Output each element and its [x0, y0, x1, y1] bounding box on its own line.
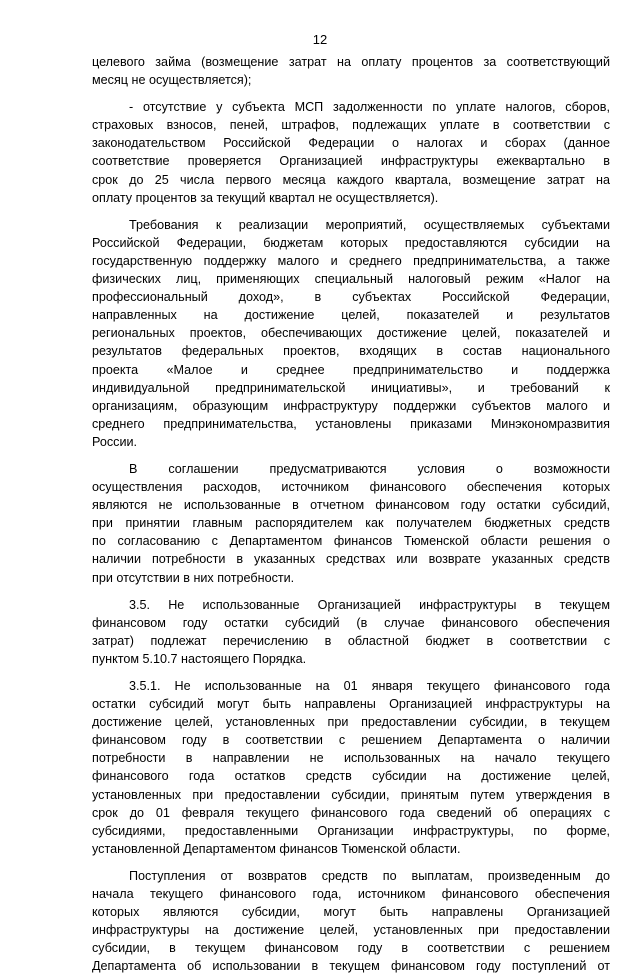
paragraph-3-5	[92, 596, 610, 668]
text-line: Департамента об использовании в текущем финансовом году поступлений от	[92, 959, 610, 974]
text-line: профессиональный доход», в субъектах Российской Федерации,	[92, 290, 610, 305]
text-line: направленных на достижение целей, показателей и результатов	[92, 308, 610, 323]
text-line: месяц не осуществляется);	[92, 73, 252, 88]
text-line: региональных проектов, обеспечивающих достижение целей, показателей и	[92, 326, 610, 341]
text-line: России.	[92, 434, 138, 449]
text-line: срок до 01 февраля текущего финансового года сведений об операциях с	[92, 805, 610, 820]
text-line: финансового года остатков средств субсидии на достижение целей,	[92, 769, 610, 784]
text-line: достижение целей, установленных при предоставлении субсидии, в текущем	[92, 715, 610, 730]
text-line: затрат) подлежат перечислению в областной бюджет в соответствии с	[92, 633, 610, 648]
text-line: целевого займа (возмещение затрат на оплату процентов за соответствующий	[92, 55, 610, 69]
text-line: являются не использованные в отчетном финансовом году остатки субсидий,	[92, 498, 610, 513]
paragraph-continuation	[92, 53, 610, 89]
text-line: при принятии главным распорядителем как получателем бюджетных средств	[92, 516, 610, 531]
text-line: Российской Федерации, бюджетам которых предоставляются субсидии на	[92, 235, 610, 250]
text-line: начала текущего финансового года, источником финансового обеспечения	[92, 887, 610, 902]
text-line: установленных при предоставлении субсидии, принятым путем утверждения в	[92, 787, 610, 802]
paragraph-3-5-1	[92, 677, 610, 858]
text-line: наличии потребности в указанных средствах или возврате указанных средств	[92, 552, 610, 567]
text-line: установленной Департаментом финансов Тюменской области.	[92, 841, 461, 856]
text-line: соответствие проверяется Организацией инфраструктуры ежеквартально в	[92, 154, 610, 169]
text-line: которых являются субсидии, могут быть направлены Организацией	[92, 905, 610, 920]
text-line: субсидии, в текущем финансовом году в соответствии с решением	[92, 941, 610, 956]
paragraph-refunds	[92, 867, 610, 976]
text-line: потребности в направлении не использованных на начало текущего	[92, 751, 610, 766]
document-body	[92, 53, 610, 976]
text-line: физических лиц, применяющих специальный налоговый режим «Налог на	[92, 272, 610, 287]
page-number: 12	[312, 32, 328, 47]
text-line: по согласованию с Департаментом финансов Тюменской области решения о	[92, 534, 610, 549]
text-line: среднего предпринимательства, установлены приказами Минэкономразвития	[92, 416, 610, 431]
text-line: 3.5.1. Не использованные на 01 января текущего финансового года	[129, 679, 610, 693]
text-line: оплату процентов за текущий квартал не осуществляется).	[92, 190, 439, 205]
text-line: организациям, образующим инфраструктуру поддержки субъектов малого и	[92, 398, 610, 413]
text-line: проекта «Малое и среднее предпринимательство и поддержка	[92, 362, 610, 377]
text-line: Требования к реализации мероприятий, осуществляемых субъектами	[129, 217, 610, 232]
text-line: осуществления расходов, источником финансового обеспечения которых	[92, 480, 610, 495]
text-line: В соглашении предусматриваются условия о возможности	[129, 461, 610, 476]
text-line: остатки субсидий могут быть направлены Организацией инфраструктуры на	[92, 697, 610, 712]
text-line: Поступления от возвратов средств по выплатам, произведенным до	[129, 868, 610, 883]
text-line: индивидуальной предпринимательской инициативы», и требований к	[92, 380, 610, 395]
text-line: финансовом году остатки субсидий (в случае финансового обеспечения	[92, 615, 610, 630]
text-line: пунктом 5.10.7 настоящего Порядка.	[92, 651, 307, 666]
text-line: - отсутствие у субъекта МСП задолженности по уплате налогов, сборов,	[129, 100, 610, 115]
text-line: государственную поддержку малого и среднего предпринимательства, а также	[92, 253, 610, 268]
text-line: финансовом году в соответствии с решением Департамента о наличии	[92, 733, 610, 748]
text-line: срок до 25 числа первого месяца каждого квартала, возмещение затрат на	[92, 172, 610, 187]
text-line: инфраструктуры на достижение целей, установленных при предоставлении	[92, 923, 610, 938]
text-line: результатов федеральных проектов, входящих в состав национального	[92, 344, 610, 359]
text-line: 3.5. Не использованные Организацией инфраструктуры в текущем	[129, 597, 610, 612]
paragraph-agreement-conditions	[92, 460, 610, 587]
paragraph-requirements	[92, 216, 610, 451]
paragraph-tax-debt-condition	[92, 98, 610, 207]
text-line: при отсутствии в них потребности.	[92, 570, 295, 585]
text-line: страховых взносов, пеней, штрафов, подлежащих уплате в соответствии с	[92, 118, 610, 133]
text-line: законодательством Российской Федерации о налогах и сборах (данное	[92, 136, 610, 151]
text-line: субсидиями, предоставленными Организации инфраструктуры, по форме,	[92, 823, 610, 838]
